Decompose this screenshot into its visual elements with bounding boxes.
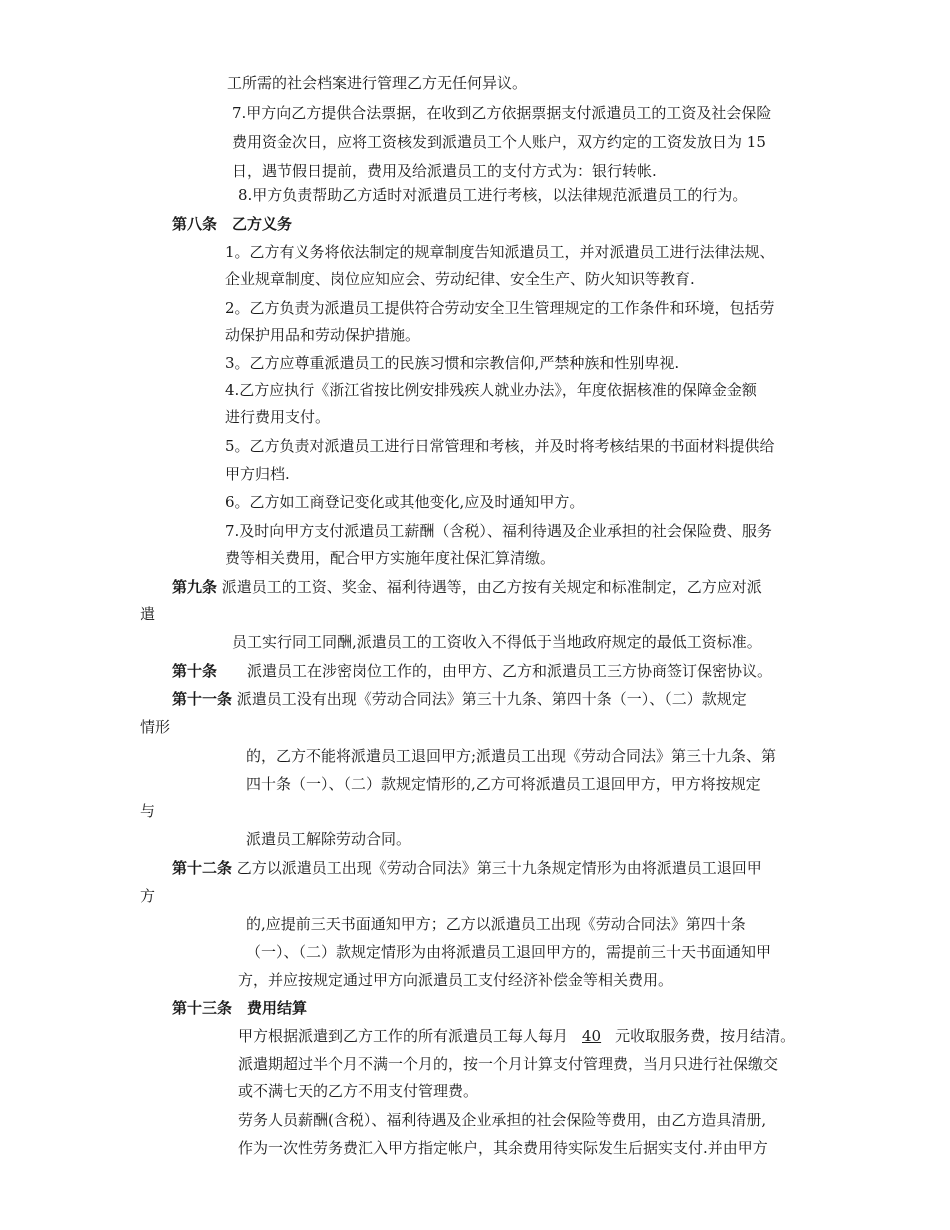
text-line: 遣 — [140, 605, 156, 623]
article-11-label: 第十一条 — [172, 690, 233, 708]
text-line: 7.甲方向乙方提供合法票据，在收到乙方依据票据支付派遣员工的工资及社会保险 — [232, 104, 772, 122]
service-fee-amount: 40 — [582, 1027, 602, 1045]
text-line: 1。乙方有义务将依法制定的规章制度告知派遣员工，并对派遣员工进行法律法规、 — [225, 243, 775, 261]
text-line: 日，遇节假日提前，费用及给派遣员工的支付方式为：银行转帐. — [232, 162, 657, 180]
text-line: 的,应提前三天书面通知甲方；乙方以派遣员工出现《劳动合同法》第四十条 — [246, 915, 746, 933]
text-line: 费用资金次日，应将工资核发到派遣员工个人账户，双方约定的工资发放日为 15 — [232, 133, 766, 151]
text-line: 作为一次性劳务费汇入甲方指定帐户，其余费用待实际发生后据实支付.并由甲方 — [238, 1139, 768, 1157]
text-line: 方 — [140, 887, 156, 905]
text-line: 情形 — [140, 718, 171, 736]
text-line: 的，乙方不能将派遣员工退回甲方;派遣员工出现《劳动合同法》第三十九条、第 — [246, 747, 777, 765]
article-13-heading: 第十三条 费用结算 — [172, 999, 308, 1017]
text-line: 6。乙方如工商登记变化或其他变化,应及时通知甲方。 — [225, 493, 585, 511]
article-10 — [172, 661, 772, 681]
text-line: 2。乙方负责为派遣员工提供符合劳动安全卫生管理规定的工作条件和环境，包括劳 — [225, 299, 775, 317]
article-11-text: 派遣员工没有出现《劳动合同法》第三十九条、第四十条（一）、（二）款规定 — [232, 690, 747, 708]
text-line: 甲方归档. — [225, 465, 290, 483]
text-line: 工所需的社会档案进行管理乙方无任何异议。 — [227, 74, 528, 92]
article-9 — [172, 577, 762, 597]
article-11 — [172, 689, 747, 709]
text-line: 劳务人员薪酬(含税）、福利待遇及企业承担的社会保险等费用，由乙方造具清册, — [238, 1111, 767, 1129]
fee-text-after: 元收取服务费，按月结清。 — [615, 1027, 796, 1045]
text-line: 4.乙方应执行《浙江省按比例安排残疾人就业办法》，年度依据核准的保障金金额 — [225, 381, 757, 399]
article-8-heading: 第八条 乙方义务 — [172, 215, 293, 233]
fee-line — [238, 1026, 795, 1046]
text-line: 派遣员工解除劳动合同。 — [246, 830, 412, 848]
text-line: 员工实行同工同酬,派遣员工的工资收入不得低于当地政府规定的最低工资标准。 — [232, 633, 762, 651]
text-line: 5。乙方负责对派遣员工进行日常管理和考核，并及时将考核结果的书面材料提供给 — [225, 437, 775, 455]
text-line: 7.及时向甲方支付派遣员工薪酬（含税）、福利待遇及企业承担的社会保险费、服务 — [225, 522, 772, 540]
text-line: 费等相关费用，配合甲方实施年度社保汇算清缴。 — [225, 549, 556, 567]
article-9-label: 第九条 — [172, 578, 218, 596]
article-10-label: 第十条 — [172, 662, 218, 680]
text-line: 四十条（一）、（二）款规定情形的,乙方可将派遣员工退回甲方，甲方将按规定 — [246, 775, 761, 793]
article-10-text: 派遣员工在涉密岗位工作的，由甲方、乙方和派遣员工三方协商签订保密协议。 — [217, 662, 773, 680]
article-12-text: 乙方以派遣员工出现《劳动合同法》第三十九条规定情形为由将派遣员工退回甲 — [232, 859, 762, 877]
fee-text-before: 甲方根据派遣到乙方工作的所有派遣员工每人每月 — [238, 1027, 569, 1045]
text-line: 或不满七天的乙方不用支付管理费。 — [238, 1082, 479, 1100]
text-line: 方，并应按规定通过甲方向派遣员工支付经济补偿金等相关费用。 — [238, 971, 674, 989]
article-12-label: 第十二条 — [172, 859, 233, 877]
text-line: 3。乙方应尊重派遣员工的民族习惯和宗教信仰,严禁种族和性别卑视. — [225, 354, 680, 372]
text-line: 与 — [140, 802, 156, 820]
article-12 — [172, 858, 762, 878]
article-9-text: 派遣员工的工资、奖金、福利待遇等，由乙方按有关规定和标准制定，乙方应对派 — [217, 578, 762, 596]
text-line: （一）、（二）款规定情形为由将派遣员工退回甲方的，需提前三十天书面通知甲 — [246, 943, 772, 961]
text-line: 8.甲方负责帮助乙方适时对派遣员工进行考核，以法律规范派遣员工的行为。 — [238, 186, 748, 204]
text-line: 派遣期超过半个月不满一个月的，按一个月计算支付管理费，当月只进行社保缴交 — [238, 1055, 779, 1073]
text-line: 进行费用支付。 — [225, 408, 331, 426]
text-line: 动保护用品和劳动保护措施。 — [225, 326, 421, 344]
text-line: 企业规章制度、岗位应知应会、劳动纪律、安全生产、防火知识等教育. — [225, 270, 695, 288]
